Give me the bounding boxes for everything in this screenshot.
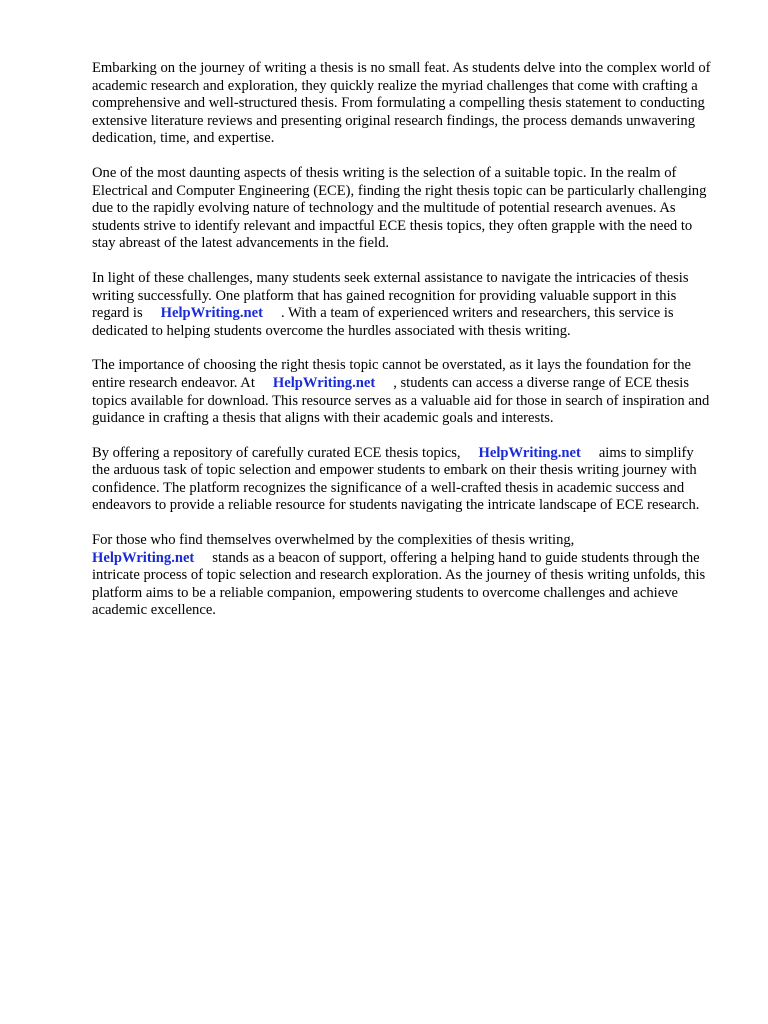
- paragraph-text: aims to simplify the arduous task of topic selection and empower students to embark on their thesis writing journey with confidence. The platform recognizes the significance of a well-crafted thesis in academic success and endeavors to provide a reliable resource for students navigating the intricate landscape of ECE research.: [92, 444, 700, 514]
- paragraph-text: . With a team of experienced writers and researchers, this service is dedicated to helping students overcome the hurdles associated with thesis writing.: [92, 305, 674, 339]
- paragraph-5: [92, 445, 712, 515]
- paragraph-text: Embarking on the journey of writing a thesis is no small feat. As students delve into the complex world of academic research and exploration, they quickly realize the myriad challenges that come with crafting a comprehensive and well-structured thesis. From formulating a compelling thesis statement to conducting extensive literature reviews and presenting original research findings, the process demands unwavering dedication, time, and expertise.: [92, 60, 711, 147]
- paragraph-2: [92, 165, 712, 253]
- paragraph-text: For those who find themselves overwhelmed by the complexities of thesis writing,: [92, 532, 575, 549]
- paragraph-text: , students can access a diverse range of ECE thesis topics available for download. This resource serves as a valuable aid for those in search of inspiration and guidance in crafting a thesis that aligns with their academic goals and interests.: [92, 374, 710, 427]
- document-body: [92, 60, 712, 637]
- paragraph-text: One of the most daunting aspects of thesis writing is the selection of a suitable topic. In the realm of Electrical and Computer Engineering (ECE), finding the right thesis topic can be particularly challenging due to the rapidly evolving nature of technology and the multitude of potential research avenues. As students strive to identify relevant and impactful ECE thesis topics, they often grapple with the need to stay abreast of the latest advancements in the field.: [92, 164, 707, 252]
- paragraph-text: By offering a repository of carefully curated ECE thesis topics,: [92, 444, 461, 461]
- helpwriting-link[interactable]: HelpWriting.net: [160, 305, 263, 322]
- helpwriting-link[interactable]: HelpWriting.net: [92, 549, 195, 566]
- paragraph-text: The importance of choosing the right thesis topic cannot be overstated, as it lays the foundation for the entire research endeavor. At: [92, 357, 691, 391]
- paragraph-3: [92, 270, 712, 340]
- helpwriting-link[interactable]: HelpWriting.net: [272, 374, 376, 391]
- paragraph-6: [92, 532, 712, 620]
- paragraph-1: [92, 60, 712, 148]
- paragraph-text: stands as a beacon of support, offering a helping hand to guide students through the intricate process of topic selection and research exploration. As the journey of thesis writing unfolds, this platform aims to be a reliable companion, empowering students to overcome challenges and achieve academic excellence.: [92, 549, 706, 619]
- paragraph-text: In light of these challenges, many students seek external assistance to navigate the intricacies of thesis writing successfully. One platform that has gained recognition for providing valuable support in this regard is: [92, 269, 689, 322]
- paragraph-4: [92, 357, 712, 427]
- helpwriting-link[interactable]: HelpWriting.net: [478, 444, 581, 461]
